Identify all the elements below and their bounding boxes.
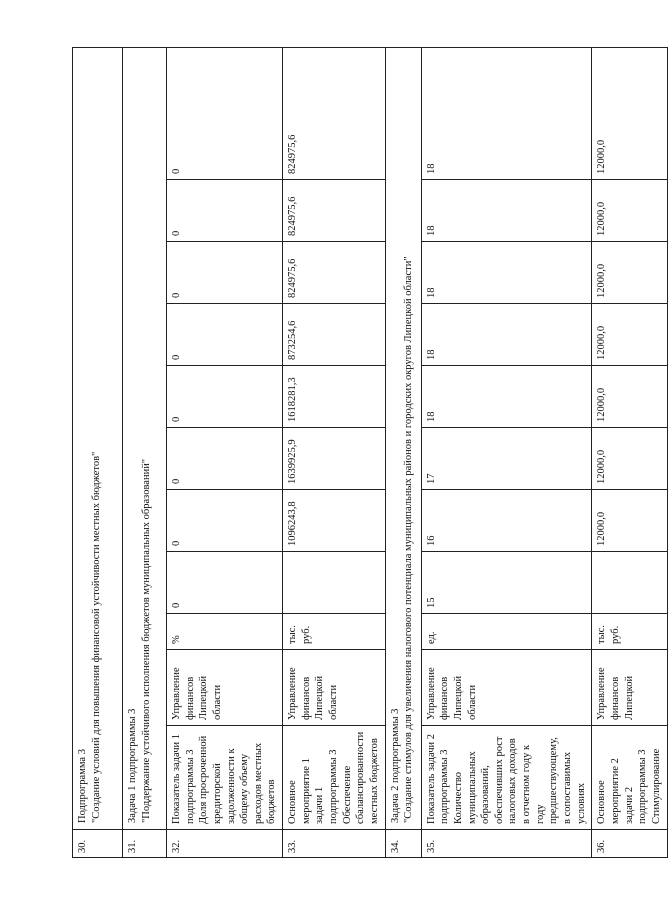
executor: Управление финансов Липецкой области bbox=[421, 650, 592, 726]
value-cell: 18 bbox=[421, 180, 592, 242]
rotated-table-page bbox=[72, 48, 662, 858]
value-cell: 12000,0 bbox=[592, 366, 667, 428]
value-cell: 0 bbox=[167, 242, 283, 304]
table-row-31 bbox=[123, 47, 167, 857]
value-cell: 12000,0 bbox=[592, 428, 667, 490]
value-cell: 18 bbox=[421, 304, 592, 366]
value-cell: 0 bbox=[167, 428, 283, 490]
value-cell: 824975,6 bbox=[283, 242, 385, 304]
value-cell: 15 bbox=[421, 552, 592, 614]
measure-name: Основное мероприятие 2 задачи 2 подпрограммы 3 Стимулирование bbox=[592, 726, 667, 830]
value-cell: 12000,0 bbox=[592, 242, 667, 304]
table-row-32 bbox=[167, 47, 283, 857]
value-cell: 18 bbox=[421, 242, 592, 304]
value-cell: 873254,6 bbox=[283, 304, 385, 366]
row-number: 34. bbox=[385, 830, 421, 858]
section-subtitle: "Создание стимулов для увеличения налогового потенциала муниципальных районов и городских округов Липецкой области" bbox=[403, 256, 415, 823]
value-cell: 17 bbox=[421, 428, 592, 490]
row-number: 33. bbox=[283, 830, 385, 858]
value-cell: 12000,0 bbox=[592, 47, 667, 179]
value-cell: 0 bbox=[167, 304, 283, 366]
program-indicators-table bbox=[72, 47, 668, 858]
value-cell: 0 bbox=[167, 180, 283, 242]
table-row-34 bbox=[385, 47, 421, 857]
value-cell: 0 bbox=[167, 366, 283, 428]
measure-name: Основное мероприятие 1 задачи 1 подпрограммы 3 Обеспечение сбалансированности местных бюджетов bbox=[283, 726, 385, 830]
row-number: 30. bbox=[73, 830, 123, 858]
row-number: 32. bbox=[167, 830, 283, 858]
section-header bbox=[385, 47, 421, 829]
unit: тыс. руб. bbox=[592, 614, 667, 650]
executor: Управление финансов Липецкой области bbox=[167, 650, 283, 726]
section-title: Подпрограмма 3 bbox=[77, 749, 88, 823]
table-row-30 bbox=[73, 47, 123, 857]
table-row-36 bbox=[592, 47, 667, 857]
value-cell: 12000,0 bbox=[592, 490, 667, 552]
unit: ед. bbox=[421, 614, 592, 650]
value-cell: 18 bbox=[421, 47, 592, 179]
value-cell: 12000,0 bbox=[592, 304, 667, 366]
value-cell bbox=[283, 552, 385, 614]
unit: тыс. руб. bbox=[283, 614, 385, 650]
indicator-name: Показатель задачи 2 подпрограммы 3 Количество муниципальных образований, обеспечивших рост налоговых доходов в отчетном году к году предшествующему, в сопоставимых условиях bbox=[421, 726, 592, 830]
section-subtitle: "Создание условий для повышения финансовой устойчивости местных бюджетов" bbox=[90, 451, 102, 823]
table-row-33 bbox=[283, 47, 385, 857]
value-cell: 0 bbox=[167, 47, 283, 179]
row-number: 31. bbox=[123, 830, 167, 858]
value-cell: 0 bbox=[167, 552, 283, 614]
section-header bbox=[73, 47, 123, 829]
section-title: Задача 2 подпрограммы 3 bbox=[389, 708, 401, 823]
value-cell: 1096243,8 bbox=[283, 490, 385, 552]
value-cell: 824975,6 bbox=[283, 180, 385, 242]
executor: Управление финансов Липецкой bbox=[592, 650, 667, 726]
row-number: 36. bbox=[592, 830, 667, 858]
unit: % bbox=[167, 614, 283, 650]
indicator-name: Показатель задачи 1 подпрограммы 3 Доля просроченной кредиторской задолженности к общему объему расходов местных бюджетов bbox=[167, 726, 283, 830]
value-cell bbox=[592, 552, 667, 614]
value-cell: 824975,6 bbox=[283, 47, 385, 179]
value-cell: 16 bbox=[421, 490, 592, 552]
table-row-35 bbox=[421, 47, 592, 857]
section-subtitle: "Поддержание устойчивого исполнения бюджетов муниципальных образований" bbox=[140, 458, 152, 823]
value-cell: 1639925,9 bbox=[283, 428, 385, 490]
value-cell: 1618281,3 bbox=[283, 366, 385, 428]
executor: Управление финансов Липецкой области bbox=[283, 650, 385, 726]
value-cell: 0 bbox=[167, 490, 283, 552]
value-cell: 18 bbox=[421, 366, 592, 428]
section-header bbox=[123, 47, 167, 829]
row-number: 35. bbox=[421, 830, 592, 858]
section-title: Задача 1 подпрограммы 3 bbox=[127, 708, 138, 823]
value-cell: 12000,0 bbox=[592, 180, 667, 242]
